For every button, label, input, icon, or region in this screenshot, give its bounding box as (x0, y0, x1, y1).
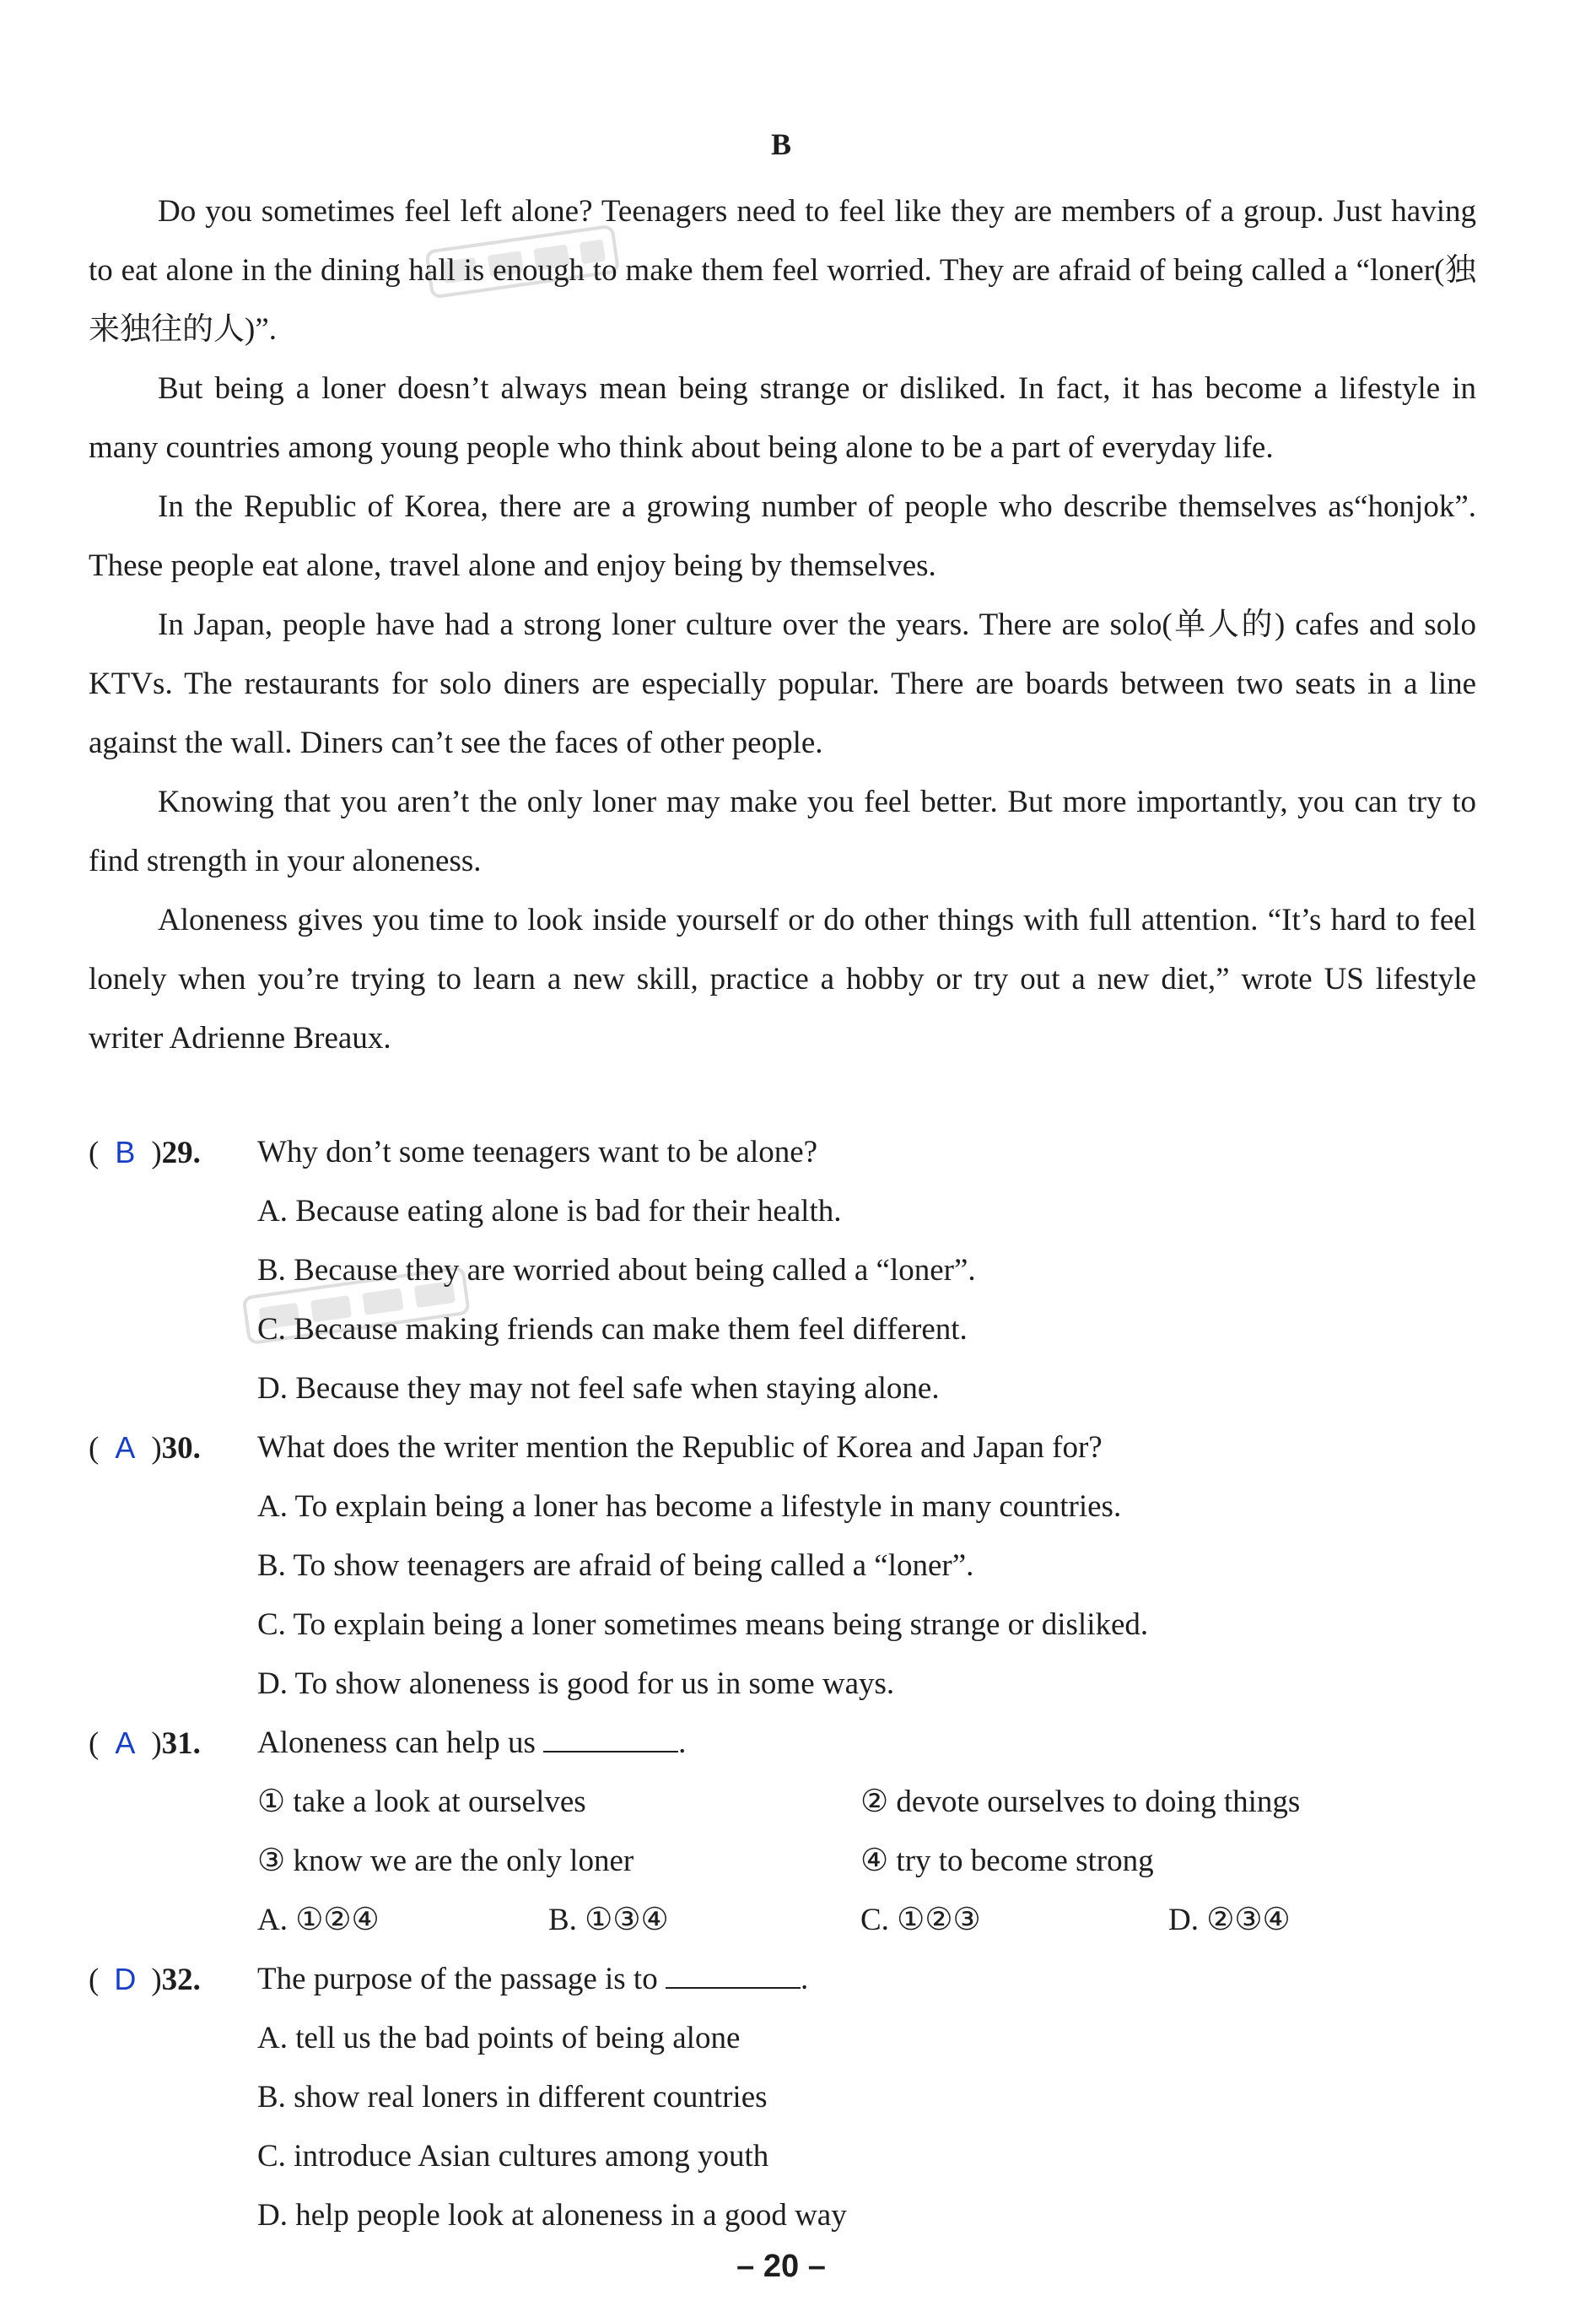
option-b: B. Because they are worried about being called a “loner”. (257, 1253, 976, 1288)
option-a: A. ①②④ (257, 1903, 380, 1937)
question-stem: What does the writer mention the Republic of Korea and Japan for? (257, 1430, 1103, 1465)
answer-32: D (114, 1962, 137, 1996)
question-32 (89, 1950, 1476, 2009)
option-c: C. Because making friends can make them feel different. (257, 1312, 968, 1347)
answer-31: A (115, 1725, 136, 1760)
question-30 (89, 1418, 1476, 1477)
question-stem: The purpose of the passage is to . (257, 1962, 809, 1996)
answer-30: A (115, 1430, 136, 1465)
statement-row (89, 1773, 1476, 1832)
answer-blank (543, 1725, 678, 1752)
answer-bracket: ( A )31. (89, 1714, 257, 1774)
answer-blank (666, 1962, 801, 1989)
statement-item: ① take a look at ourselves (257, 1785, 586, 1819)
passage-paragraph: Do you sometimes feel left alone? Teenagers need to feel like they are members of a group. Just having to eat alone in the dining hall is enough to make them feel worried. They are afraid of being called a “loner(独来独往的人)”. (89, 194, 1476, 347)
question-number: 30. (161, 1431, 201, 1466)
option-c: C. To explain being a loner sometimes means being strange or disliked. (257, 1607, 1149, 1642)
option-a: A. Because eating alone is bad for their health. (257, 1194, 842, 1229)
page-number: – 20 – (736, 2249, 826, 2284)
answer-29: B (115, 1135, 136, 1169)
question-list (89, 1123, 1476, 2245)
question-stem: Why don’t some teenagers want to be alone? (257, 1135, 818, 1169)
passage-paragraph: Aloneness gives you time to look inside yourself or do other things with full attention. “It’s hard to feel lonely when you’re trying to learn a new skill, practice a hobby or try out a new diet,” wrote US lifestyle writer Adrienne Breaux. (89, 903, 1476, 1056)
passage-paragraph: In Japan, people have had a strong loner culture over the years. There are solo(单人的) cafes and solo KTVs. The restaurants for solo diners are especially popular. There are boards between two seats in a line against the wall. Diners can’t see the faces of other people. (89, 608, 1476, 760)
choice-row (89, 1891, 1476, 1950)
option-a: A. tell us the bad points of being alone (257, 2021, 741, 2055)
passage-paragraph: In the Republic of Korea, there are a growing number of people who describe themselves as“honjok”. These people eat alone, travel alone and enjoy being by themselves. (89, 489, 1476, 583)
passage-paragraph: But being a loner doesn’t always mean being strange or disliked. In fact, it has become a lifestyle in many countries among young people who think about being alone to be a part of everyday life. (89, 371, 1476, 465)
option-b: B. ①③④ (548, 1903, 669, 1937)
passage-paragraph: Knowing that you aren’t the only loner may make you feel better. But more importantly, you can try to find strength in your aloneness. (89, 785, 1476, 878)
statement-item: ② devote ourselves to doing things (860, 1785, 1301, 1819)
option-c: C. introduce Asian cultures among youth (257, 2139, 769, 2174)
answer-bracket: ( D )32. (89, 1950, 257, 2010)
answer-bracket: ( A )30. (89, 1418, 257, 1478)
statement-item: ④ try to become strong (860, 1844, 1154, 1878)
option-d: D. help people look at aloneness in a good way (257, 2198, 847, 2233)
statement-item: ③ know we are the only loner (257, 1844, 634, 1878)
option-d: D. To show aloneness is good for us in some ways. (257, 1666, 895, 1701)
section-title: B (770, 127, 791, 161)
question-31 (89, 1714, 1476, 1773)
question-29 (89, 1123, 1476, 1182)
option-b: B. show real loners in different countries (257, 2080, 768, 2114)
question-stem: Aloneness can help us . (257, 1725, 687, 1760)
option-d: D. Because they may not feel safe when staying alone. (257, 1371, 940, 1406)
option-c: C. ①②③ (860, 1903, 981, 1937)
statement-row (89, 1832, 1476, 1891)
option-a: A. To explain being a loner has become a lifestyle in many countries. (257, 1489, 1122, 1524)
question-number: 32. (161, 1963, 201, 1997)
option-d: D. ②③④ (1168, 1903, 1291, 1937)
reading-passage (89, 182, 1476, 1068)
question-number: 29. (161, 1136, 201, 1170)
answer-bracket: ( B )29. (89, 1123, 257, 1183)
question-number: 31. (161, 1726, 201, 1761)
option-b: B. To show teenagers are afraid of being called a “loner”. (257, 1548, 974, 1583)
